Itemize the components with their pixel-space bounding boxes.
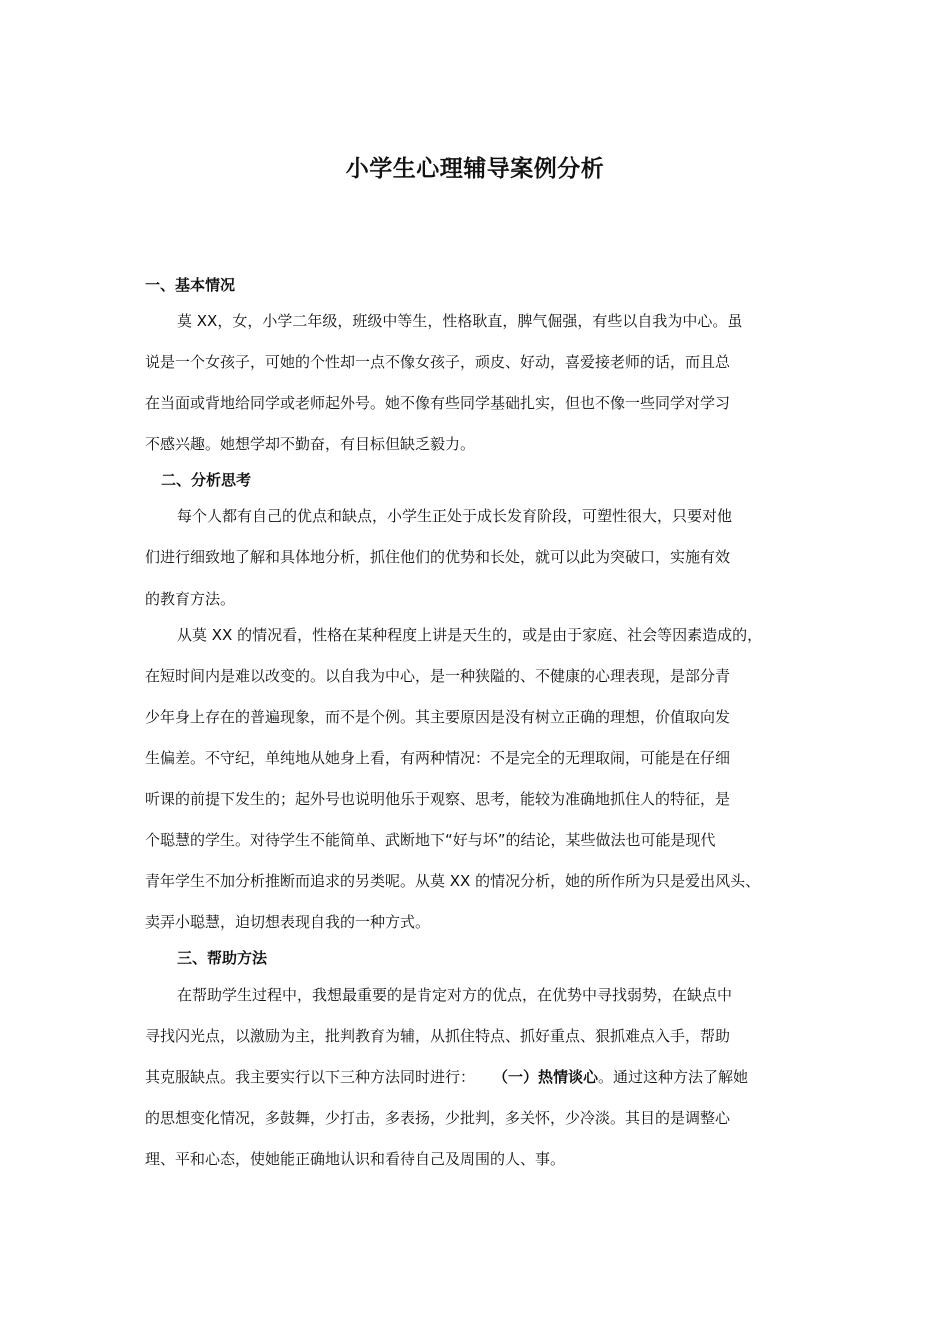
section1-line: 在当面或背地给同学或老师起外号。她不像有些同学基础扎实，但也不像一些同学对学习 <box>145 394 731 412</box>
section1-line: 莫 XX，女，小学二年级，班级中等生，性格耿直，脾气倔强，有些以自我为中心。虽 <box>177 312 743 330</box>
document-title: 小学生心理辅导案例分析 <box>345 156 605 182</box>
section2-para2-line: 在短时间内是难以改变的。以自我为中心，是一种狭隘的、不健康的心理表现，是部分青 <box>145 667 731 685</box>
section2-para2-line: 听课的前提下发生的；起外号也说明他乐于观察、思考，能较为准确地抓住人的特征，是 <box>145 790 731 808</box>
section1-line: 说是一个女孩子，可她的个性却一点不像女孩子，顽皮、好动，喜爱接老师的话，而且总 <box>145 353 731 371</box>
method-one-label: （一）热情谈心 <box>493 1068 599 1086</box>
section3-line: 的思想变化情况，多鼓舞，少打击，多表扬，少批判，多关怀，少冷淡。其目的是调整心 <box>145 1109 731 1127</box>
section2-para2-line: 个聪慧的学生。对待学生不能简单、武断地下“好与坏”的结论，某些做法也可能是现代 <box>145 831 716 849</box>
section2-para1-line: 每个人都有自己的优点和缺点，小学生正处于成长发育阶段，可塑性很大，只要对他 <box>177 507 733 525</box>
section3-line3-post: 。通过这种方法了解她 <box>598 1068 749 1086</box>
section3-line3-pre: 其克服缺点。我主要实行以下三种方法同时进行： <box>145 1068 476 1086</box>
section2-para2-line: 卖弄小聪慧，迫切想表现自我的一种方式。 <box>145 913 431 931</box>
section2-para2-line: 生偏差。不守纪，单纯地从她身上看，有两种情况：不是完全的无理取闹，可能是在仔细 <box>145 749 731 767</box>
section1-heading: 一、基本情况 <box>145 276 236 294</box>
section3-heading: 三、帮助方法 <box>177 949 268 967</box>
section2-para2-line: 从莫 XX 的情况看，性格在某种程度上讲是天生的，或是由于家庭、社会等因素造成的， <box>177 626 763 644</box>
section2-para2-line: 少年身上存在的普遍现象，而不是个例。其主要原因是没有树立正确的理想，价值取向发 <box>145 708 731 726</box>
section2-para1-line: 的教育方法。 <box>145 590 236 608</box>
section3-line <box>145 1066 748 1088</box>
section2-para1-line: 们进行细致地了解和具体地分析，抓住他们的优势和长处，就可以此为突破口，实施有效 <box>145 548 731 566</box>
section2-heading: 二、分析思考 <box>161 471 252 489</box>
section3-line: 在帮助学生过程中，我想最重要的是肯定对方的优点，在优势中寻找弱势，在缺点中 <box>177 986 733 1004</box>
section2-para2-line: 青年学生不加分析推断而追求的另类呢。从莫 XX 的情况分析，她的所作所为只是爱出风头、 <box>145 872 761 890</box>
section3-line: 理、平和心态，使她能正确地认识和看待自己及周围的人、事。 <box>145 1150 566 1168</box>
section1-line: 不感兴趣。她想学却不勤奋，有目标但缺乏毅力。 <box>145 435 476 453</box>
section3-line: 寻找闪光点，以激励为主，批判教育为辅，从抓住特点、抓好重点、狠抓难点入手，帮助 <box>145 1027 731 1045</box>
